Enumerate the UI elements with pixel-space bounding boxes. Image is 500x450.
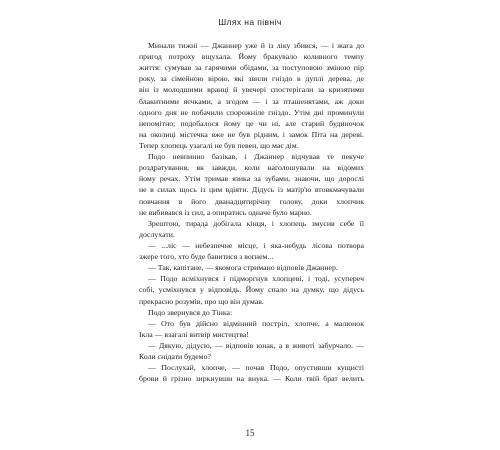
text-line: прекрасно розумів, про що він думав. <box>139 296 264 306</box>
text-line: брови й грізно зиркнувши на внука. — Коли твій брат велить <box>139 374 364 384</box>
text-line: собі, усміхнувся у відповідь. Йому спало на думку, що дідусь <box>139 285 364 295</box>
text-line: Зрештою, тирада добігала кінця, і хлопець змусив себе її <box>148 218 364 228</box>
page-number: 15 <box>245 428 255 438</box>
text-line: не в силах щось із цим вдіяти. Дідусь із матір'ю втовкмачували <box>139 185 364 195</box>
text-line: дослухати. <box>139 229 175 239</box>
text-line: блакитними яєчками, а згодом — і за пташенятами, аж доки <box>139 96 364 106</box>
text-line: — Дякую, дідусю, — відповів юнак, а в животі забурчало. — <box>148 340 364 350</box>
text-line: життя: сумував за гарячими обідами, за поступовою зміною пір <box>139 63 364 73</box>
text-line: — Подо всміхнувся і підморгнув хлопцеві, і тоді, усупереч <box>148 274 364 284</box>
text-line: йому речах. Утім тримав язика за зубами, знаючи, що дорослі <box>139 174 364 184</box>
text-line: Ікла — взагалі витвір мистецтва! <box>139 329 249 339</box>
text-line: повчання в його дванадцятирічну голову, доки хлопчик <box>139 196 364 206</box>
text-line: Подо звернувся до Тінка: <box>148 307 233 317</box>
text-line: Тепер хлопець узагалі не був певен, що має дім. <box>139 140 299 150</box>
text-line: не вибивався із сил, а опиратись одначе було марно. <box>139 207 312 217</box>
text-line: пригод потроху вщухала. Йому бракувало коливного темпу <box>139 52 364 62</box>
text-line: зжере того, хто буде бавитися з вогнем... <box>139 252 274 262</box>
text-line: року, за сімейною вірою, які звили гніздо в дуплі дерева, де <box>139 74 364 84</box>
text-line: Минали тижні — Джаннер уже й із ліку збився, — і жага до <box>148 41 364 50</box>
text-line: — ...ліс — небезпечне місце, і яка-небудь лісова потвора <box>148 240 364 250</box>
running-head: Шлях на північ <box>218 17 282 27</box>
text-line: він із молодшими вранці й увечері спостерігали за кризятими <box>139 85 364 95</box>
text-line: Коли снідати будемо? <box>139 352 211 362</box>
text-line: одного дня не побачили спорожніле гніздо. Утім дні проминули <box>139 107 364 117</box>
text-line: непомітно; подобалося йому це чи ні, але старий будиночок <box>139 118 364 128</box>
text-line: роздратування, як завжди, коли наголошували на відомих <box>139 163 364 173</box>
text-line: — Ото був дійсно відмінний постріл, хлопче, а малюнок <box>148 318 364 328</box>
text-line: — Послухай, хлопче, — почав Подо, опустивши кущисті <box>148 363 364 373</box>
body-text <box>139 40 364 384</box>
text-line: Подо невпинно базікав, і Джаннер відчував те пекуче <box>148 152 364 162</box>
text-line: на околиці містечка вже не був рідним, і замок Піта на дереві. <box>139 129 364 139</box>
text-line: — Так, капітане, — якомога стримано відповів Джаннер. <box>148 263 338 273</box>
